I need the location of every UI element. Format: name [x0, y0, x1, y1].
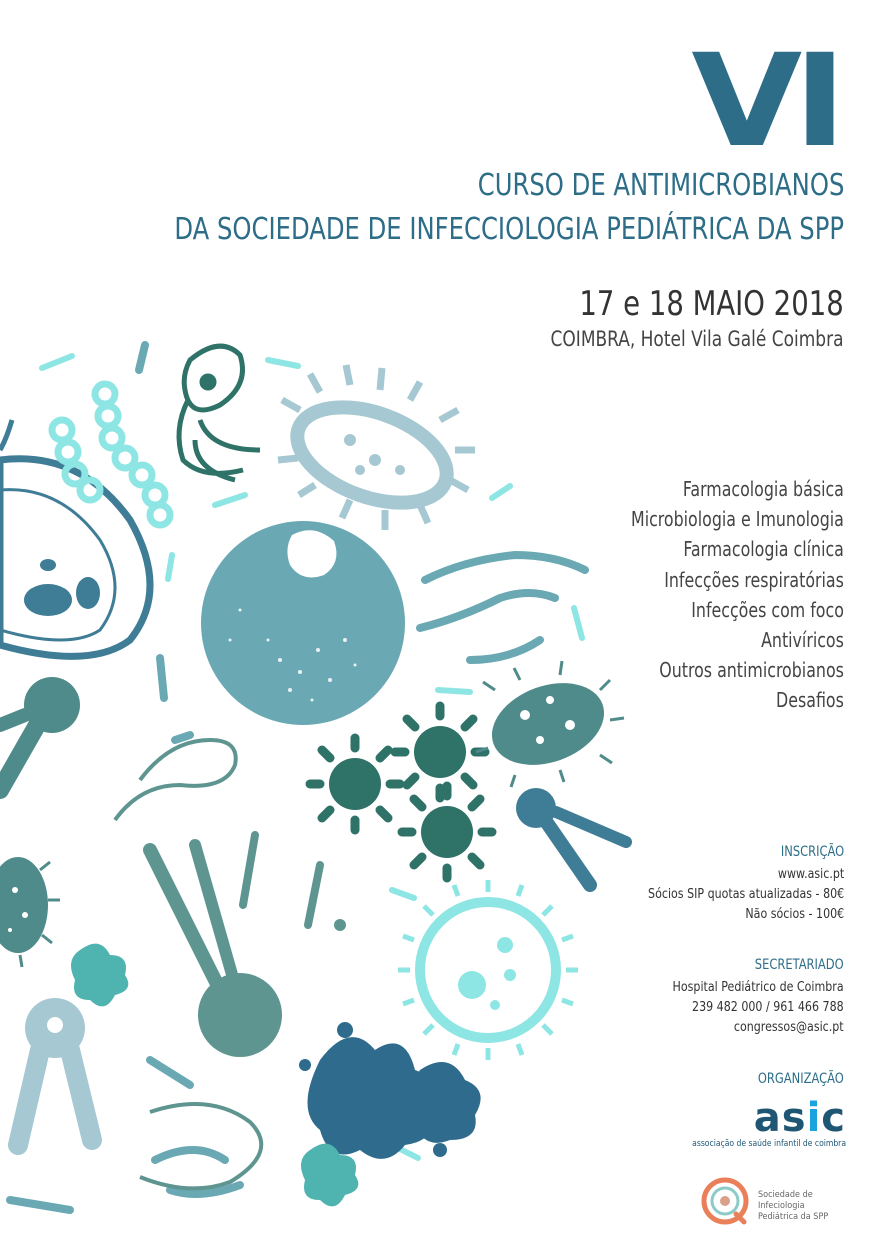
- edition-numeral: VI: [691, 27, 838, 176]
- ciliated-cell: [278, 365, 475, 530]
- secretariat-heading: SECRETARIADO: [755, 957, 844, 973]
- topic-item: Outros antimicrobianos: [659, 658, 844, 683]
- registration-fee-nonmembers: Não sócios - 100€: [745, 906, 844, 922]
- registration-heading: INSCRIÇÃO: [780, 844, 844, 860]
- asic-wordmark: asic: [753, 1095, 846, 1141]
- registration-website[interactable]: www.asic.pt: [777, 866, 844, 882]
- sip-name: Sociedade de Infeciologia Pediátrica da SPP: [758, 1190, 829, 1222]
- topics-list: [602, 474, 844, 716]
- secretariat-email[interactable]: congressos@asic.pt: [734, 1019, 844, 1035]
- bead-chain: [52, 384, 170, 525]
- sip-emblem-icon: [700, 1176, 750, 1226]
- topic-item: Microbiologia e Imunologia: [631, 507, 844, 532]
- amoeba: [299, 1022, 481, 1159]
- organization-block: [758, 1070, 844, 1091]
- spirochete: [115, 740, 261, 1188]
- course-title-line1: CURSO DE ANTIMICROBIANOS: [477, 168, 844, 203]
- asic-logo: [686, 1095, 846, 1149]
- event-date: 17 e 18 MAIO 2018: [579, 284, 844, 324]
- topic-item: Farmacologia clínica: [683, 537, 844, 562]
- event-venue: COIMBRA, Hotel Vila Galé Coimbra: [551, 327, 844, 351]
- spiky-virus: [310, 706, 492, 878]
- pale-phage: [18, 998, 92, 1145]
- topic-item: Farmacologia básica: [683, 477, 844, 501]
- left-bacterium: [0, 857, 60, 967]
- topic-item: Infecções com foco: [691, 597, 844, 622]
- registration-block: [648, 843, 844, 924]
- sphere-microbe: [201, 521, 405, 725]
- ciliated-sphere: [398, 880, 578, 1060]
- topic-item: Antivíricos: [761, 628, 844, 653]
- secretariat-hospital: Hospital Pediátrico de Coimbra: [672, 979, 844, 995]
- sip-logo: [700, 1176, 850, 1222]
- topic-item: Desafios: [776, 688, 844, 713]
- organization-heading: ORGANIZAÇÃO: [758, 1071, 844, 1087]
- rod-chain: [10, 345, 585, 1210]
- topic-item: Infecções respiratórias: [664, 567, 844, 592]
- secretariat-block: [673, 956, 844, 1037]
- secretariat-phone: 239 482 000 / 961 466 788: [692, 999, 844, 1015]
- flagellate: [179, 346, 260, 480]
- course-title-line2: DA SOCIEDADE DE INFECCIOLOGIA PEDIÁTRICA DA SPP: [174, 212, 844, 247]
- asic-subtitle: associação de saúde infantil de coimbra: [692, 1139, 846, 1149]
- registration-fee-members: Sócios SIP quotas atualizadas - 80€: [647, 886, 844, 902]
